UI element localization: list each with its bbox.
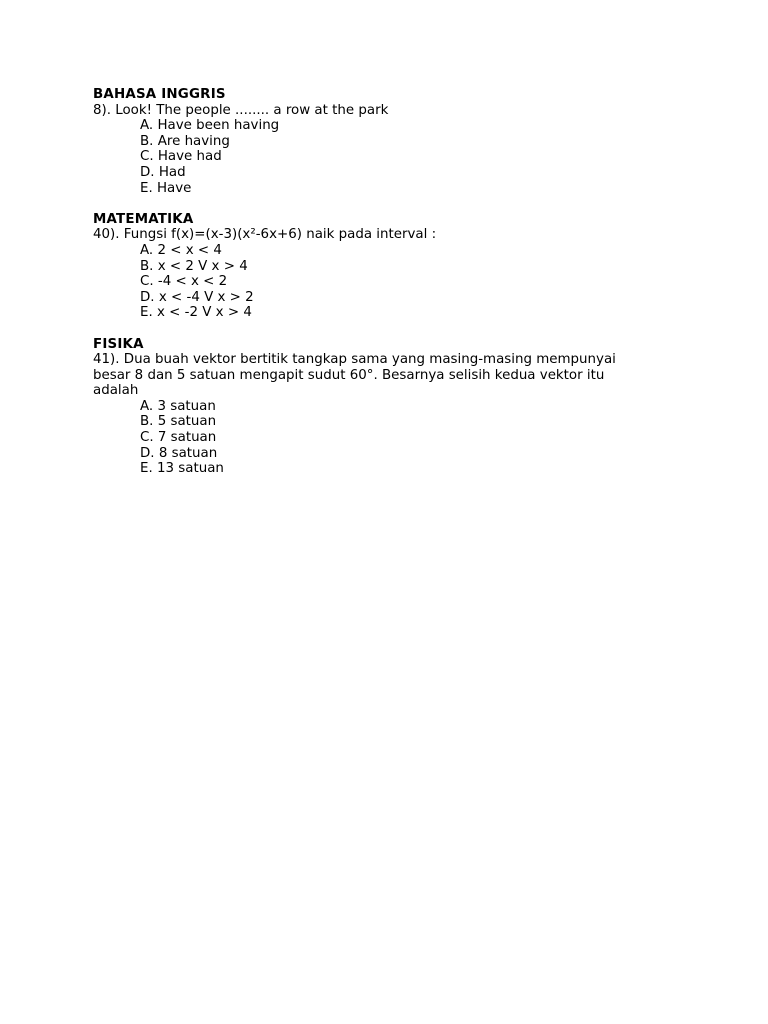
section-fisika — [93, 337, 673, 477]
option-c: C. 7 satuan — [140, 430, 217, 446]
section-bahasa-inggris — [93, 87, 673, 196]
question-line: adalah — [93, 383, 139, 399]
option-a: A. 2 < x < 4 — [140, 242, 222, 258]
question-line: besar 8 dan 5 satuan mengapit sudut 60°. Besarnya selisih kedua vektor itu — [93, 367, 605, 383]
section-heading: BAHASA INGGRIS — [93, 87, 226, 102]
option-c: C. -4 < x < 2 — [140, 274, 228, 290]
option-b: B. x < 2 V x > 4 — [140, 258, 248, 274]
option-list — [93, 118, 673, 196]
option-a: A. 3 satuan — [140, 398, 216, 414]
question-text: 40). Fungsi f(x)=(x-3)(x²-6x+6) naik pada interval : — [93, 227, 437, 243]
section-heading: MATEMATIKA — [93, 211, 194, 227]
section-heading: FISIKA — [93, 336, 144, 352]
option-list — [93, 243, 673, 321]
question-text: 8). Look! The people ........ a row at the park — [93, 102, 389, 118]
option-e: E. Have — [140, 180, 192, 196]
section-matematika — [93, 212, 673, 321]
option-b: B. 5 satuan — [140, 414, 217, 430]
question-text — [93, 352, 673, 399]
option-a: A. Have been having — [140, 118, 280, 134]
option-b: B. Are having — [140, 133, 230, 149]
option-e: E. x < -2 V x > 4 — [140, 305, 252, 321]
document-page — [93, 87, 673, 477]
option-d: D. 8 satuan — [140, 445, 218, 461]
option-d: D. Had — [140, 164, 186, 180]
option-c: C. Have had — [140, 149, 222, 165]
option-e: E. 13 satuan — [140, 461, 224, 477]
option-list — [93, 399, 673, 477]
option-d: D. x < -4 V x > 2 — [140, 289, 254, 305]
question-line: 41). Dua buah vektor bertitik tangkap sama yang masing-masing mempunyai — [93, 352, 616, 368]
